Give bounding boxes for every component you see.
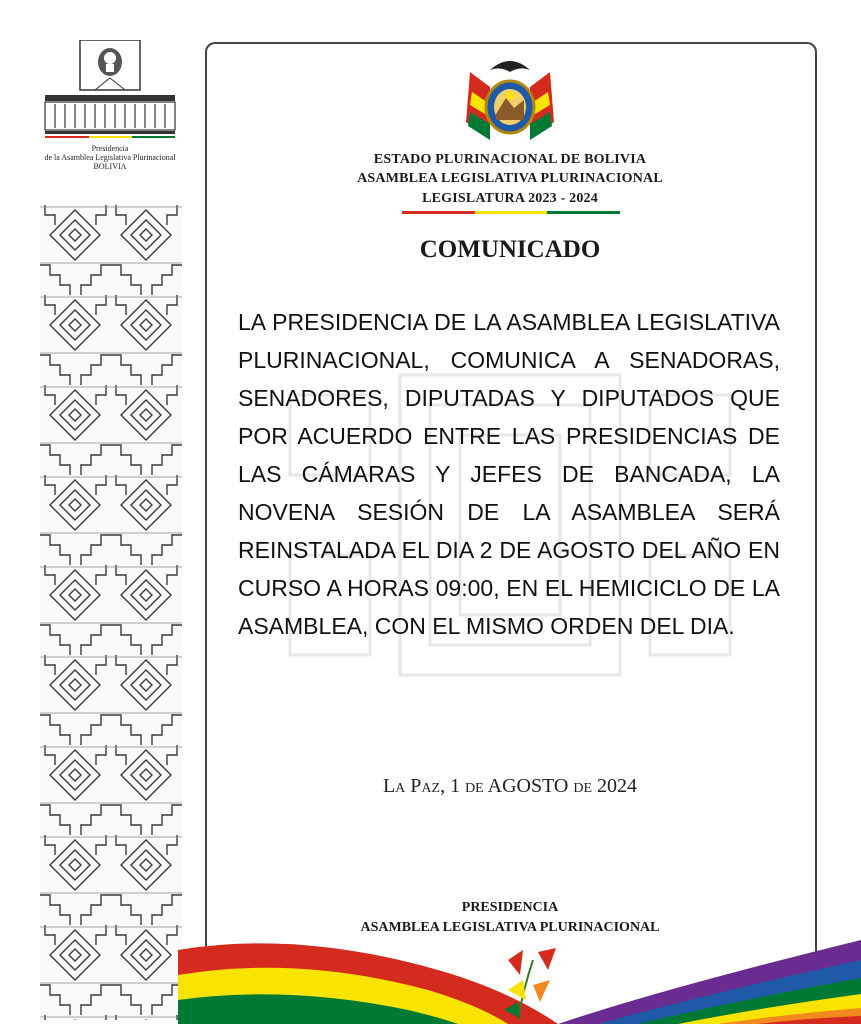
document-date: La Paz, 1 de AGOSTO de 2024 (382, 775, 638, 797)
left-sidebar (0, 0, 200, 1024)
header-state-name: ESTADO PLURINACIONAL DE BOLIVIA (373, 152, 647, 167)
logo-caption (40, 144, 180, 171)
flag-waves-footer (178, 930, 861, 1024)
presidency-logo (40, 40, 180, 171)
andean-pattern-strip (40, 205, 182, 1020)
andean-pattern-icon (40, 205, 182, 1020)
signature-title: PRESIDENCIA (461, 900, 559, 915)
bolivia-coat-of-arms-icon (460, 52, 560, 144)
signature-organization: ASAMBLEA LEGISLATIVA PLURINACIONAL (360, 920, 660, 935)
header-assembly-name: ASAMBLEA LEGISLATIVA PLURINACIONAL (357, 171, 663, 186)
logo-caption-line1: Presidencia (91, 144, 129, 153)
document-title: COMUNICADO (419, 236, 601, 263)
communique-body: LA PRESIDENCIA DE LA ASAMBLEA LEGISLATIVA PLURINACIONAL, COMUNICA A SENADORAS, SENADORES, DIPUTADAS Y DIPUTADOS QUE POR ACUERDO ENTRE LAS PRESIDENCIAS DE LAS CÁMARAS Y JEFES DE BANCADA, LA NOVENA SESIÓN DE LA ASAMBLEA SERÁ REINSTALADA EL DIA 2 DE AGOSTO DEL AÑO EN CURSO A HORAS 09:00, EN EL HEMICICLO DE LA ASAMBLEA, CON EL MISMO ORDEN DEL DIA. (238, 309, 780, 639)
logo-caption-line2: de la Asamblea Legislativa Plurinacional (44, 153, 176, 162)
header-legislature: LEGISLATURA 2023 - 2024 (422, 191, 598, 206)
logo-caption-line3: BOLIVIA (93, 162, 127, 171)
legislative-palace-icon (40, 40, 180, 140)
tricolor-divider (402, 211, 620, 214)
